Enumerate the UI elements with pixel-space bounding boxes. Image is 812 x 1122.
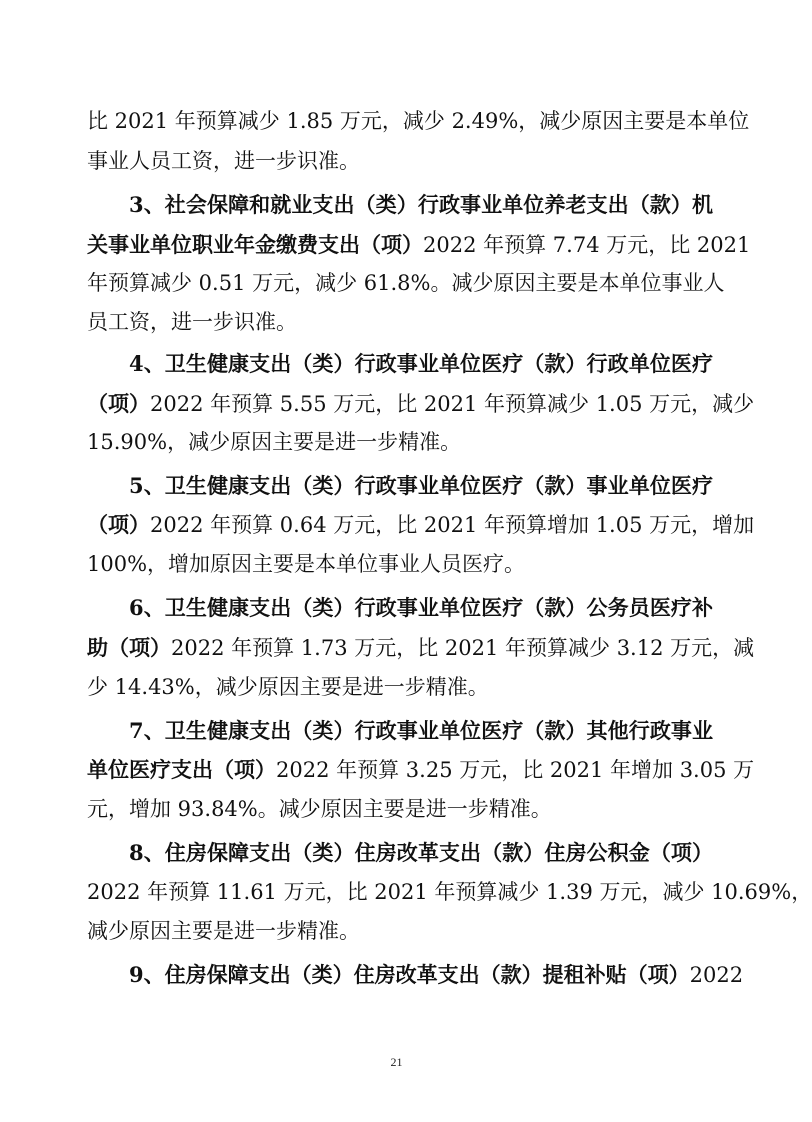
paragraph-8-line-2: 2022 年预算 11.61 万元，比 2021 年预算减少 1.39 万元，减少 10.69%， [87, 880, 812, 904]
paragraph-6-line-3: 少 14.43%，减少原因主要是进一步精准。 [87, 675, 489, 699]
paragraph-7-line-2 [87, 755, 755, 785]
paragraph-6-line-2 [87, 633, 755, 663]
paragraph-5-heading: 5、卫生健康支出（类）行政事业单位医疗（款）事业单位医疗 [129, 473, 713, 498]
paragraph-7-heading-cont: 单位医疗支出（项） [87, 757, 276, 782]
paragraph-7-line-2-text: 2022 年预算 3.25 万元，比 2021 年增加 3.05 万 [276, 758, 755, 782]
paragraph-7-heading: 7、卫生健康支出（类）行政事业单位医疗（款）其他行政事业 [129, 718, 713, 743]
paragraph-8-line-3: 减少原因主要是进一步精准。 [87, 919, 360, 943]
paragraph-3-heading: 3、社会保障和就业支出（类）行政事业单位养老支出（款）机 [129, 192, 713, 217]
paragraph-3-line-3: 年预算减少 0.51 万元，减少 61.8%。减少原因主要是本单位事业人 [87, 271, 725, 295]
paragraph-6-heading: 6、卫生健康支出（类）行政事业单位医疗（款）公务员医疗补 [129, 595, 713, 620]
paragraph-5-line-2-text: 2022 年预算 0.64 万元，比 2021 年预算增加 1.05 万元，增加 [150, 513, 755, 537]
paragraph-3-line-2 [87, 230, 751, 260]
paragraph-5-line-2 [87, 510, 755, 540]
page-number: 21 [390, 1055, 403, 1069]
paragraph-9-line-1 [129, 960, 744, 990]
paragraph-9-line-1-text: 2022 [689, 963, 744, 987]
paragraph-9-heading: 9、住房保障支出（类）住房改革支出（款）提租补贴（项） [129, 962, 690, 987]
paragraph-2-line-1: 比 2021 年预算减少 1.85 万元，减少 2.49%，减少原因主要是本单位 [87, 109, 750, 133]
paragraph-8-heading: 8、住房保障支出（类）住房改革支出（款）住房公积金（项） [129, 840, 713, 865]
paragraph-4-line-2-text: 2022 年预算 5.55 万元，比 2021 年预算减少 1.05 万元，减少 [150, 392, 755, 416]
paragraph-4-heading-cont: （项） [87, 391, 150, 416]
paragraph-2-line-2: 事业人员工资，进一步识准。 [87, 149, 360, 173]
paragraph-5-heading-cont: （项） [87, 512, 150, 537]
paragraph-3-line-4: 员工资，进一步识准。 [87, 310, 297, 334]
paragraph-3-line-2-text: 2022 年预算 7.74 万元，比 2021 [423, 233, 751, 257]
paragraph-6-line-2-text: 2022 年预算 1.73 万元，比 2021 年预算减少 3.12 万元，减 [171, 636, 755, 660]
paragraph-5-line-3: 100%，增加原因主要是本单位事业人员医疗。 [87, 552, 526, 576]
paragraph-6-heading-cont: 助（项） [87, 635, 171, 660]
paragraph-4-line-3: 15.90%，减少原因主要是进一步精准。 [87, 430, 462, 454]
paragraph-7-line-3: 元，增加 93.84%。减少原因主要是进一步精准。 [87, 797, 552, 821]
paragraph-3-heading-cont: 关事业单位职业年金缴费支出（项） [87, 232, 423, 257]
paragraph-4-line-2 [87, 389, 755, 419]
paragraph-4-heading: 4、卫生健康支出（类）行政事业单位医疗（款）行政单位医疗 [129, 351, 713, 376]
